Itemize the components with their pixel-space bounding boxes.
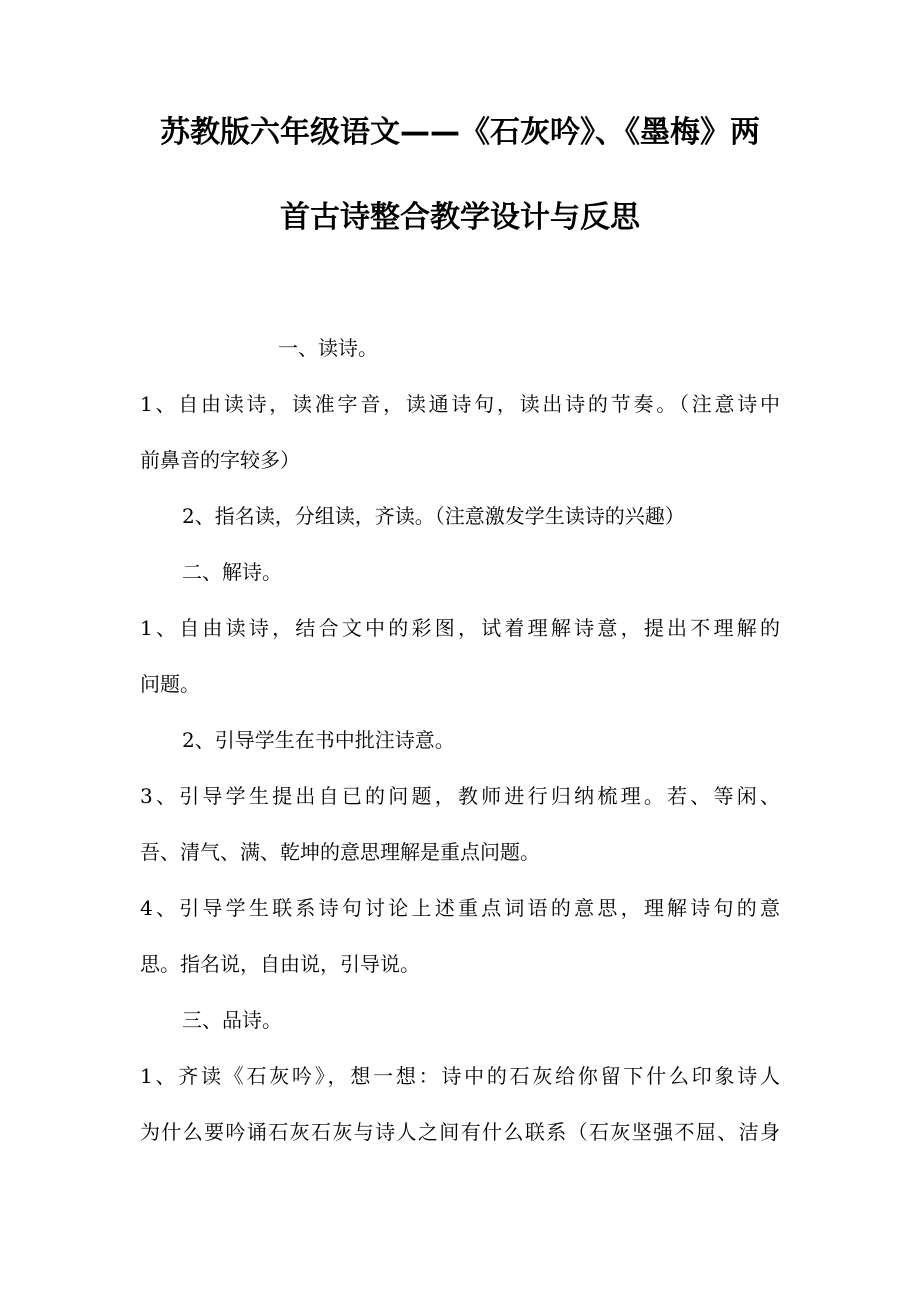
section-heading-read: 一、读诗。 [278,336,378,360]
paragraph-line: 1、自由读诗，结合文中的彩图，试着理解诗意，提出不理解的 [140,616,780,640]
paragraph-line: 思。指名说，自由说，引导说。 [140,952,420,976]
section-heading-appreciate: 三、品诗。 [182,1008,282,1032]
paragraph-line: 前鼻音的字较多） [140,448,300,472]
document-title-line-1: 苏教版六年级语文——《石灰吟》、《墨梅》两 [160,115,760,150]
paragraph-line: 2、引导学生在书中批注诗意。 [182,728,455,752]
paragraph-line: 为什么要吟诵石灰石灰与诗人之间有什么联系（石灰坚强不屈、洁身 [140,1120,780,1144]
paragraph-line: 2、指名读，分组读，齐读。（注意激发学生读诗的兴趣） [182,504,685,528]
paragraph-line: 1、自由读诗，读准字音，读通诗句，读出诗的节奏。（注意诗中 [140,392,780,416]
paragraph-line: 4、引导学生联系诗句讨论上述重点词语的意思，理解诗句的意 [140,896,780,920]
paragraph-line: 1、齐读《石灰吟》，想一想：诗中的石灰给你留下什么印象诗人 [140,1064,780,1088]
section-heading-explain: 二、解诗。 [182,560,282,584]
paragraph-line: 吾、清气、满、乾坤的意思理解是重点问题。 [140,840,540,864]
paragraph-line: 3、引导学生提出自已的问题，教师进行归纳梳理。若、等闲、 [140,784,780,808]
document-title-line-2: 首古诗整合教学设计与反思 [280,200,640,235]
paragraph-line: 问题。 [140,672,200,696]
